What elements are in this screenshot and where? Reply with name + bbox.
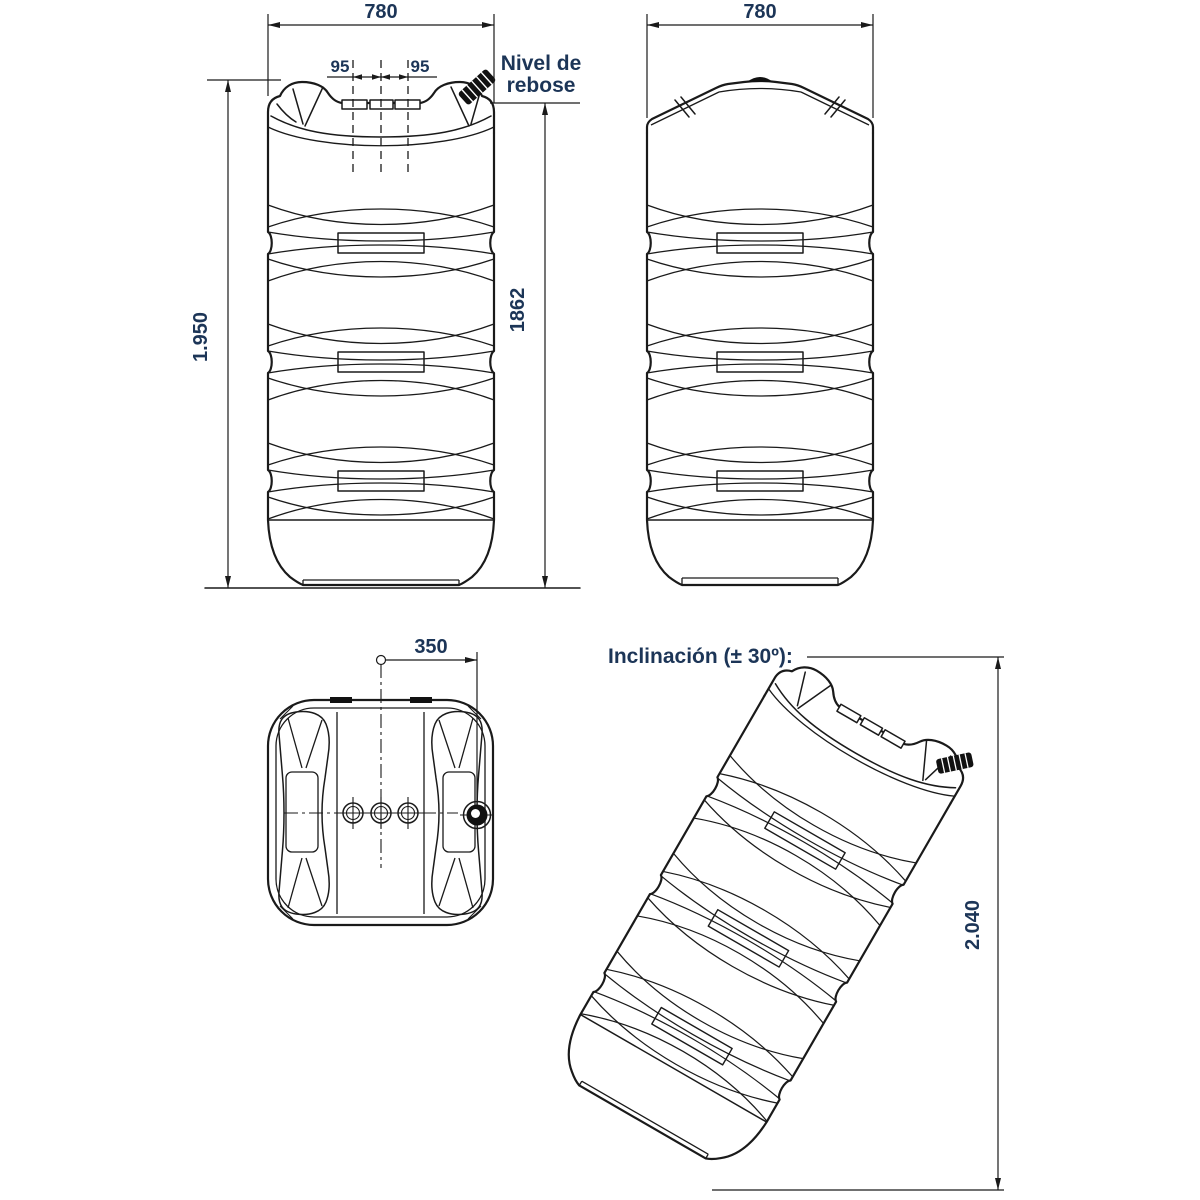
inclined-height-value: 2.040 bbox=[962, 899, 984, 951]
inclined-height-dimension bbox=[712, 657, 1004, 1190]
side-cap bbox=[747, 77, 773, 82]
top-overflow-outlet bbox=[460, 802, 494, 829]
front-tank-outline bbox=[268, 133, 494, 585]
opening-left-value: 95 bbox=[330, 57, 350, 76]
overflow-label-line2: rebose bbox=[506, 74, 576, 97]
side-tank-outline bbox=[647, 133, 873, 585]
side-view bbox=[647, 1, 873, 585]
front-width-value: 780 bbox=[364, 1, 398, 23]
outlet-offset-value: 350 bbox=[414, 636, 448, 658]
side-width-dimension bbox=[647, 1, 873, 118]
top-view bbox=[268, 636, 494, 925]
top-edge-rib-left bbox=[330, 697, 352, 703]
overflow-label-line1: Nivel de bbox=[500, 52, 582, 75]
outlet-offset-dimension bbox=[377, 636, 478, 800]
inclined-tank bbox=[549, 649, 979, 1177]
inclined-view bbox=[549, 645, 1004, 1190]
inclination-label: Inclinación (± 30º): bbox=[608, 645, 793, 668]
front-overflow-height-dimension bbox=[507, 103, 545, 588]
overflow-height-value: 1862 bbox=[507, 287, 529, 333]
total-height-value: 1.950 bbox=[190, 311, 212, 363]
overflow-level bbox=[490, 52, 581, 103]
side-width-value: 780 bbox=[743, 1, 777, 23]
front-view bbox=[190, 1, 581, 588]
opening-right-value: 95 bbox=[410, 57, 430, 76]
top-edge-rib-right bbox=[410, 697, 432, 703]
front-opening-dimension bbox=[327, 57, 437, 80]
